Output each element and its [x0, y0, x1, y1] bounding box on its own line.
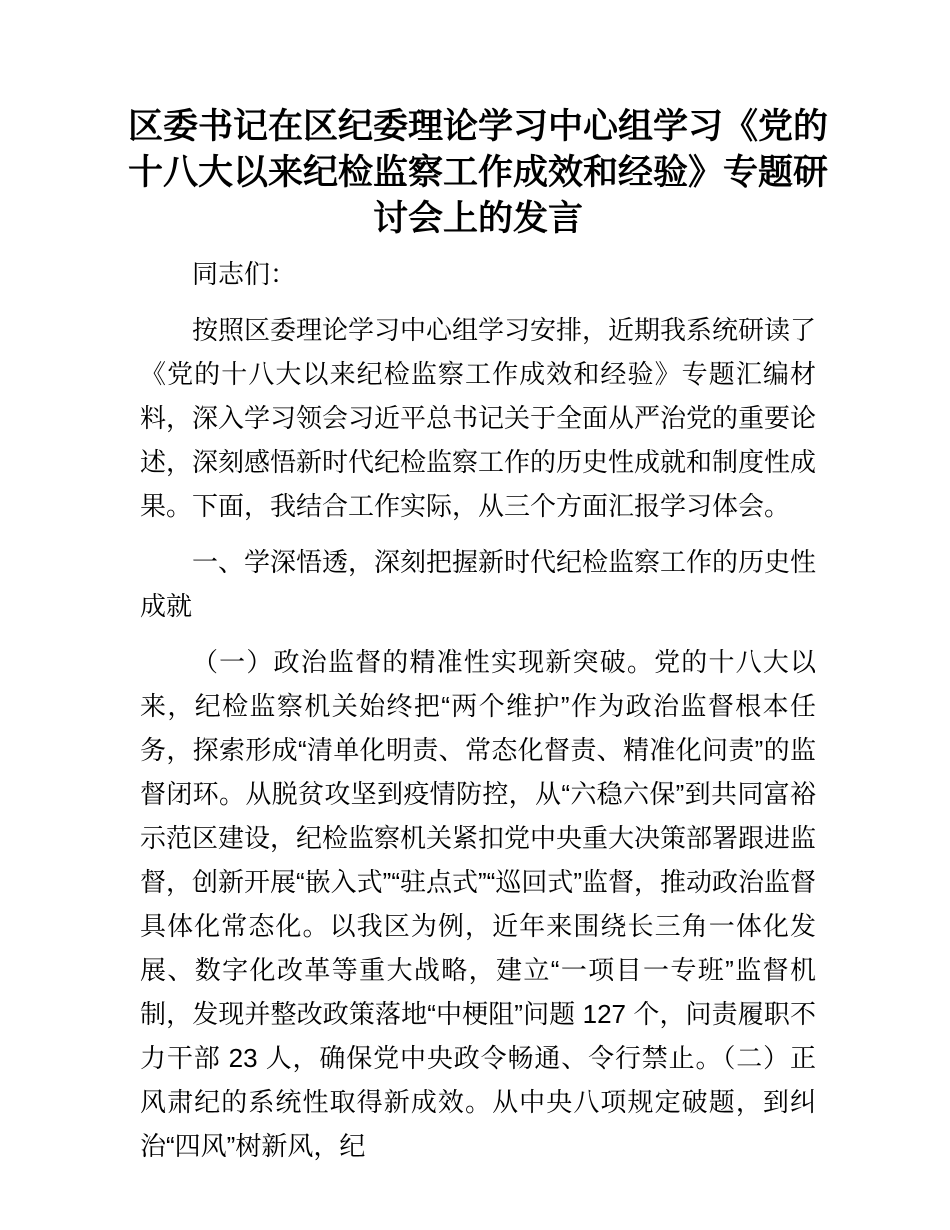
document-title: 区委书记在区纪委理论学习中心组学习《党的十八大以来纪检监察工作成效和经验》专题研讨会上的发言	[127, 107, 828, 238]
paragraph-body: 按照区委理论学习中心组学习安排，近期我系统研读了《党的十八大以来纪检监察工作成效和经验》专题汇编材料，深入学习领会习近平总书记关于全面从严治党的重要论述，深刻感悟新时代纪检监察工作的历史性成就和制度性成果。下面，我结合工作实际，从三个方面汇报学习体会。	[140, 315, 817, 521]
paragraph-section-heading: 一、学深悟透，深刻把握新时代纪检监察工作的历史性成就	[140, 547, 817, 621]
paragraph-salutation: 同志们：	[192, 259, 297, 289]
document-body	[140, 252, 816, 1168]
paragraph-body: （一）政治监督的精准性实现新突破。党的十八大以来，纪检监察机关始终把“两个维护”作为政治监督根本任务，探索形成“清单化明责、常态化督责、精准化问责”的监督闭环。从脱贫攻坚到疫情防控，从“六稳六保”到共同富裕示范区建设，纪检监察机关紧扣党中央重大决策部署跟进监督，创新开展“嵌入式”“驻点式”“巡回式”监督，推动政治监督具体化常态化。以我区为例，近年来围绕长三角一体化发展、数字化改革等重大战略，建立“一项目一专班”监督机制，发现并整改政策落地“中梗阻”问题 127 个，问责履职不力干部 23 人，确保党中央政令畅通、令行禁止。（二）正风肃纪的系统性取得新成效。从中央八项规定破题，到纠治“四风”树新风，纪	[140, 647, 817, 1161]
